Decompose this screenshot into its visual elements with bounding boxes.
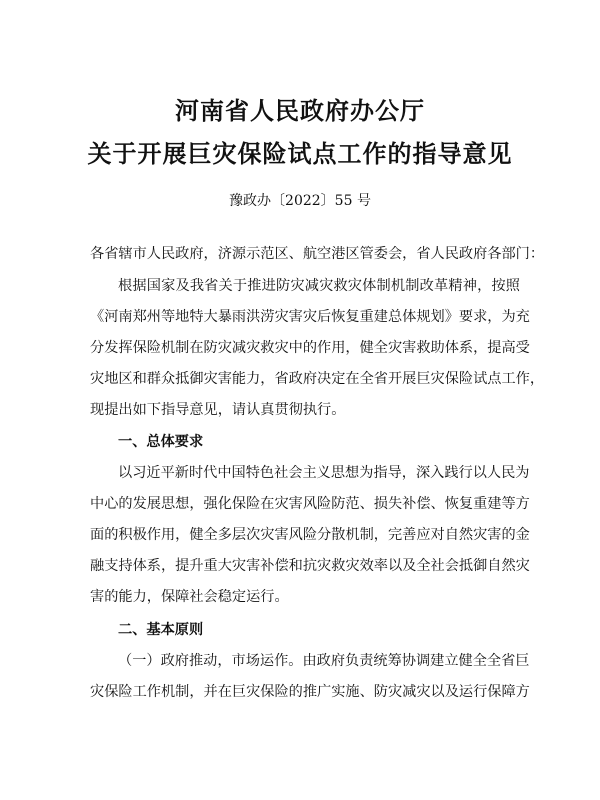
paragraph-line: （一）政府推动，市场运作。由政府负责统筹协调建立健全全省巨	[118, 653, 530, 669]
section-heading: 二、基本原则	[118, 622, 204, 638]
paragraph-line: 面的积极作用，健全多层次灾害风险分散机制，完善应对自然灾害的金	[90, 527, 530, 543]
document-number: 豫政办〔2022〕55 号	[229, 193, 371, 209]
document-title-subject: 关于开展巨灾保险试点工作的指导意见	[87, 139, 513, 168]
paragraph-line: 害的能力，保障社会稳定运行。	[90, 589, 289, 605]
paragraph-line: 融支持体系，提升重大灾害补偿和抗灾救灾效率以及全社会抵御自然灾	[90, 558, 530, 574]
section-heading: 一、总体要求	[118, 434, 204, 450]
paragraph-line: 现提出如下指导意见，请认真贯彻执行。	[90, 402, 346, 418]
paragraph-line: 灾保险工作机制，并在巨灾保险的推广实施、防灾减灾以及运行保障方	[90, 684, 530, 700]
paragraph-line: 《河南郑州等地特大暴雨洪涝灾害灾后恢复重建总体规划》要求，为充	[90, 309, 530, 325]
paragraph-line: 灾地区和群众抵御灾害能力，省政府决定在全省开展巨灾保险试点工作，	[90, 371, 545, 387]
salutation: 各省辖市人民政府，济源示范区、航空港区管委会，省人民政府各部门：	[90, 246, 545, 262]
paragraph-line: 根据国家及我省关于推进防灾减灾救灾体制机制改革精神，按照	[118, 278, 520, 294]
document-title-issuer: 河南省人民政府办公厅	[175, 96, 425, 125]
paragraph-line: 分发挥保险机制在防灾减灾救灾中的作用，健全灾害救助体系，提高受	[90, 340, 530, 356]
paragraph-line: 以习近平新时代中国特色社会主义思想为指导，深入践行以人民为	[118, 465, 530, 481]
paragraph-line: 中心的发展思想，强化保险在灾害风险防范、损失补偿、恢复重建等方	[90, 496, 530, 512]
